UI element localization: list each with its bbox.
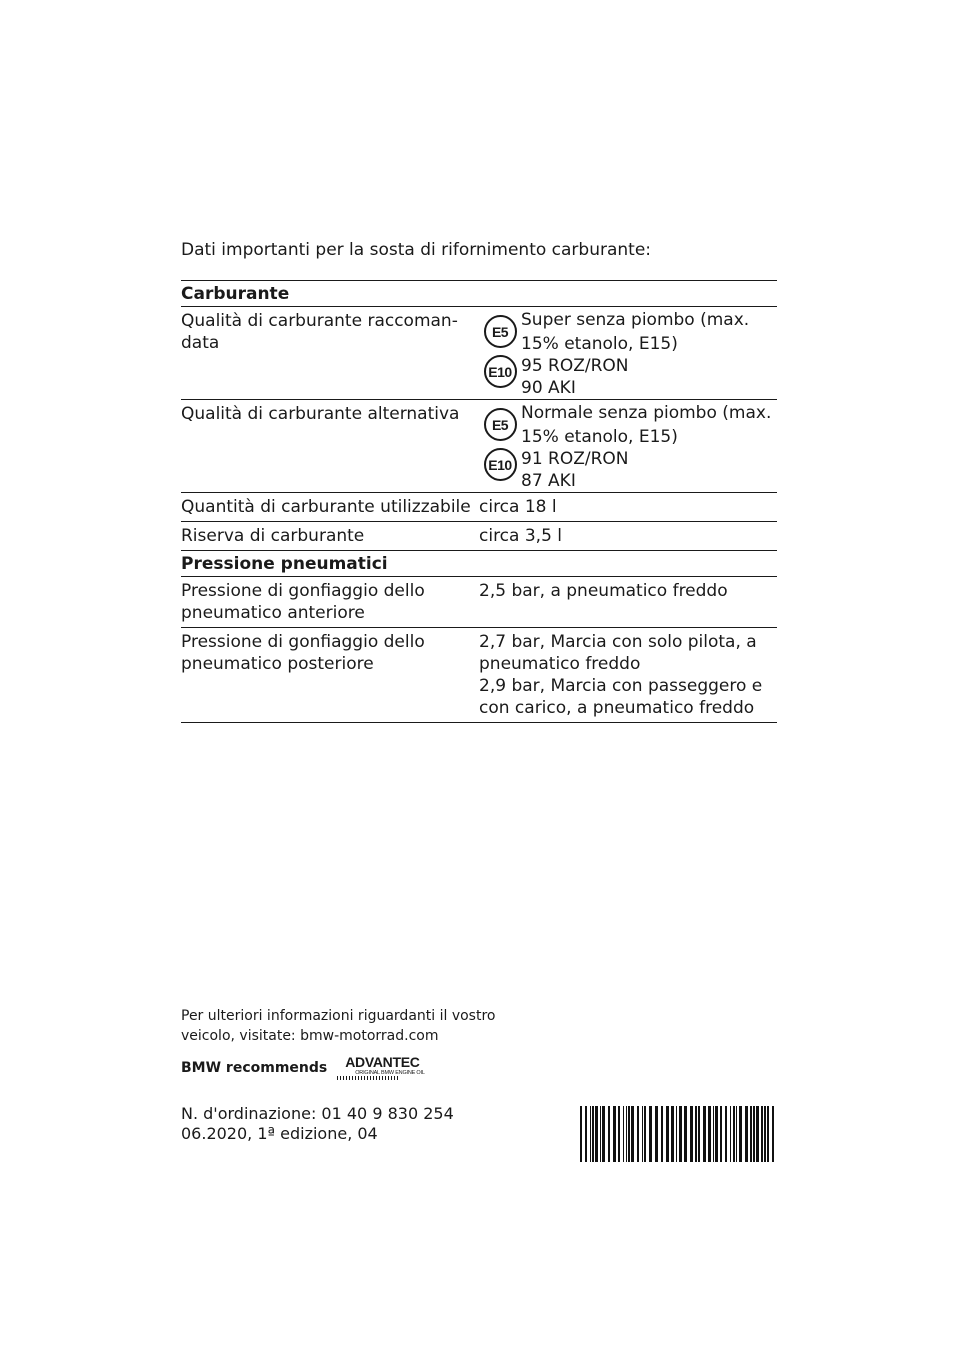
e10-badge-icon: E10	[484, 355, 517, 388]
alternative-fuel-row	[181, 399, 777, 492]
front-tyre-label: Pressione di gonfiaggio dello pneumatico anteriore	[181, 581, 425, 623]
info-text: Per ulteriori informazioni riguardanti il vostro veicolo, visitate: bmw-motorrad.com	[181, 1008, 496, 1044]
fuel-reserve-label: Riserva di carburante	[181, 526, 365, 546]
intro-text: Dati importanti per la sosta di rifornimento carburante:	[181, 240, 652, 260]
spec-table	[181, 280, 777, 723]
advantec-logo	[337, 1056, 437, 1082]
front-tyre-value: 2,5 bar, a pneumatico freddo	[479, 581, 728, 601]
logo-stripe	[337, 1076, 399, 1080]
logo-main-text: ADVANTEC	[345, 1054, 420, 1070]
alternative-fuel-label: Qualità di carburante alternativa	[181, 404, 460, 424]
order-info: N. d'ordinazione: 01 40 9 830 254 06.2020, 1ª edizione, 04	[181, 1104, 454, 1143]
tyre-pressure-heading: Pressione pneumatici	[181, 550, 777, 576]
rear-tyre-value: 2,7 bar, Marcia con solo pilota, a pneumatico freddo 2,9 bar, Marcia con passeggero e con carico, a pneumatico freddo	[479, 632, 763, 718]
logo-sub-text: ORIGINAL BMW ENGINE OIL	[355, 1070, 425, 1076]
alternative-fuel-value: E5 E10 Normale senza piombo (max. 15% etanolo, E15) 91 ROZ/RON 87 AKI	[479, 400, 777, 492]
rear-tyre-label: Pressione di gonfiaggio dello pneumatico posteriore	[181, 632, 425, 674]
bmw-recommends	[181, 1056, 437, 1082]
fuel-reserve-row	[181, 521, 777, 550]
recommends-label: BMW recommends	[181, 1060, 328, 1076]
e5-badge-icon: E5	[484, 315, 517, 348]
recommended-fuel-label: Qualità di carburante raccoman- data	[181, 311, 458, 353]
usable-fuel-row	[181, 492, 777, 521]
recommended-fuel-value: E5 E10 Super senza piombo (max. 15% etanolo, E15) 95 ROZ/RON 90 AKI	[479, 307, 777, 399]
rear-tyre-row	[181, 627, 777, 723]
fuel-reserve-value: circa 3,5 l	[479, 526, 563, 546]
front-tyre-row	[181, 576, 777, 627]
recommended-fuel-row	[181, 306, 777, 399]
usable-fuel-value: circa 18 l	[479, 497, 557, 517]
usable-fuel-label: Quantità di carburante utilizzabile	[181, 497, 471, 517]
barcode-icon	[580, 1106, 776, 1162]
fuel-heading: Carburante	[181, 280, 777, 306]
e10-badge-icon: E10	[484, 448, 517, 481]
e5-badge-icon: E5	[484, 408, 517, 441]
